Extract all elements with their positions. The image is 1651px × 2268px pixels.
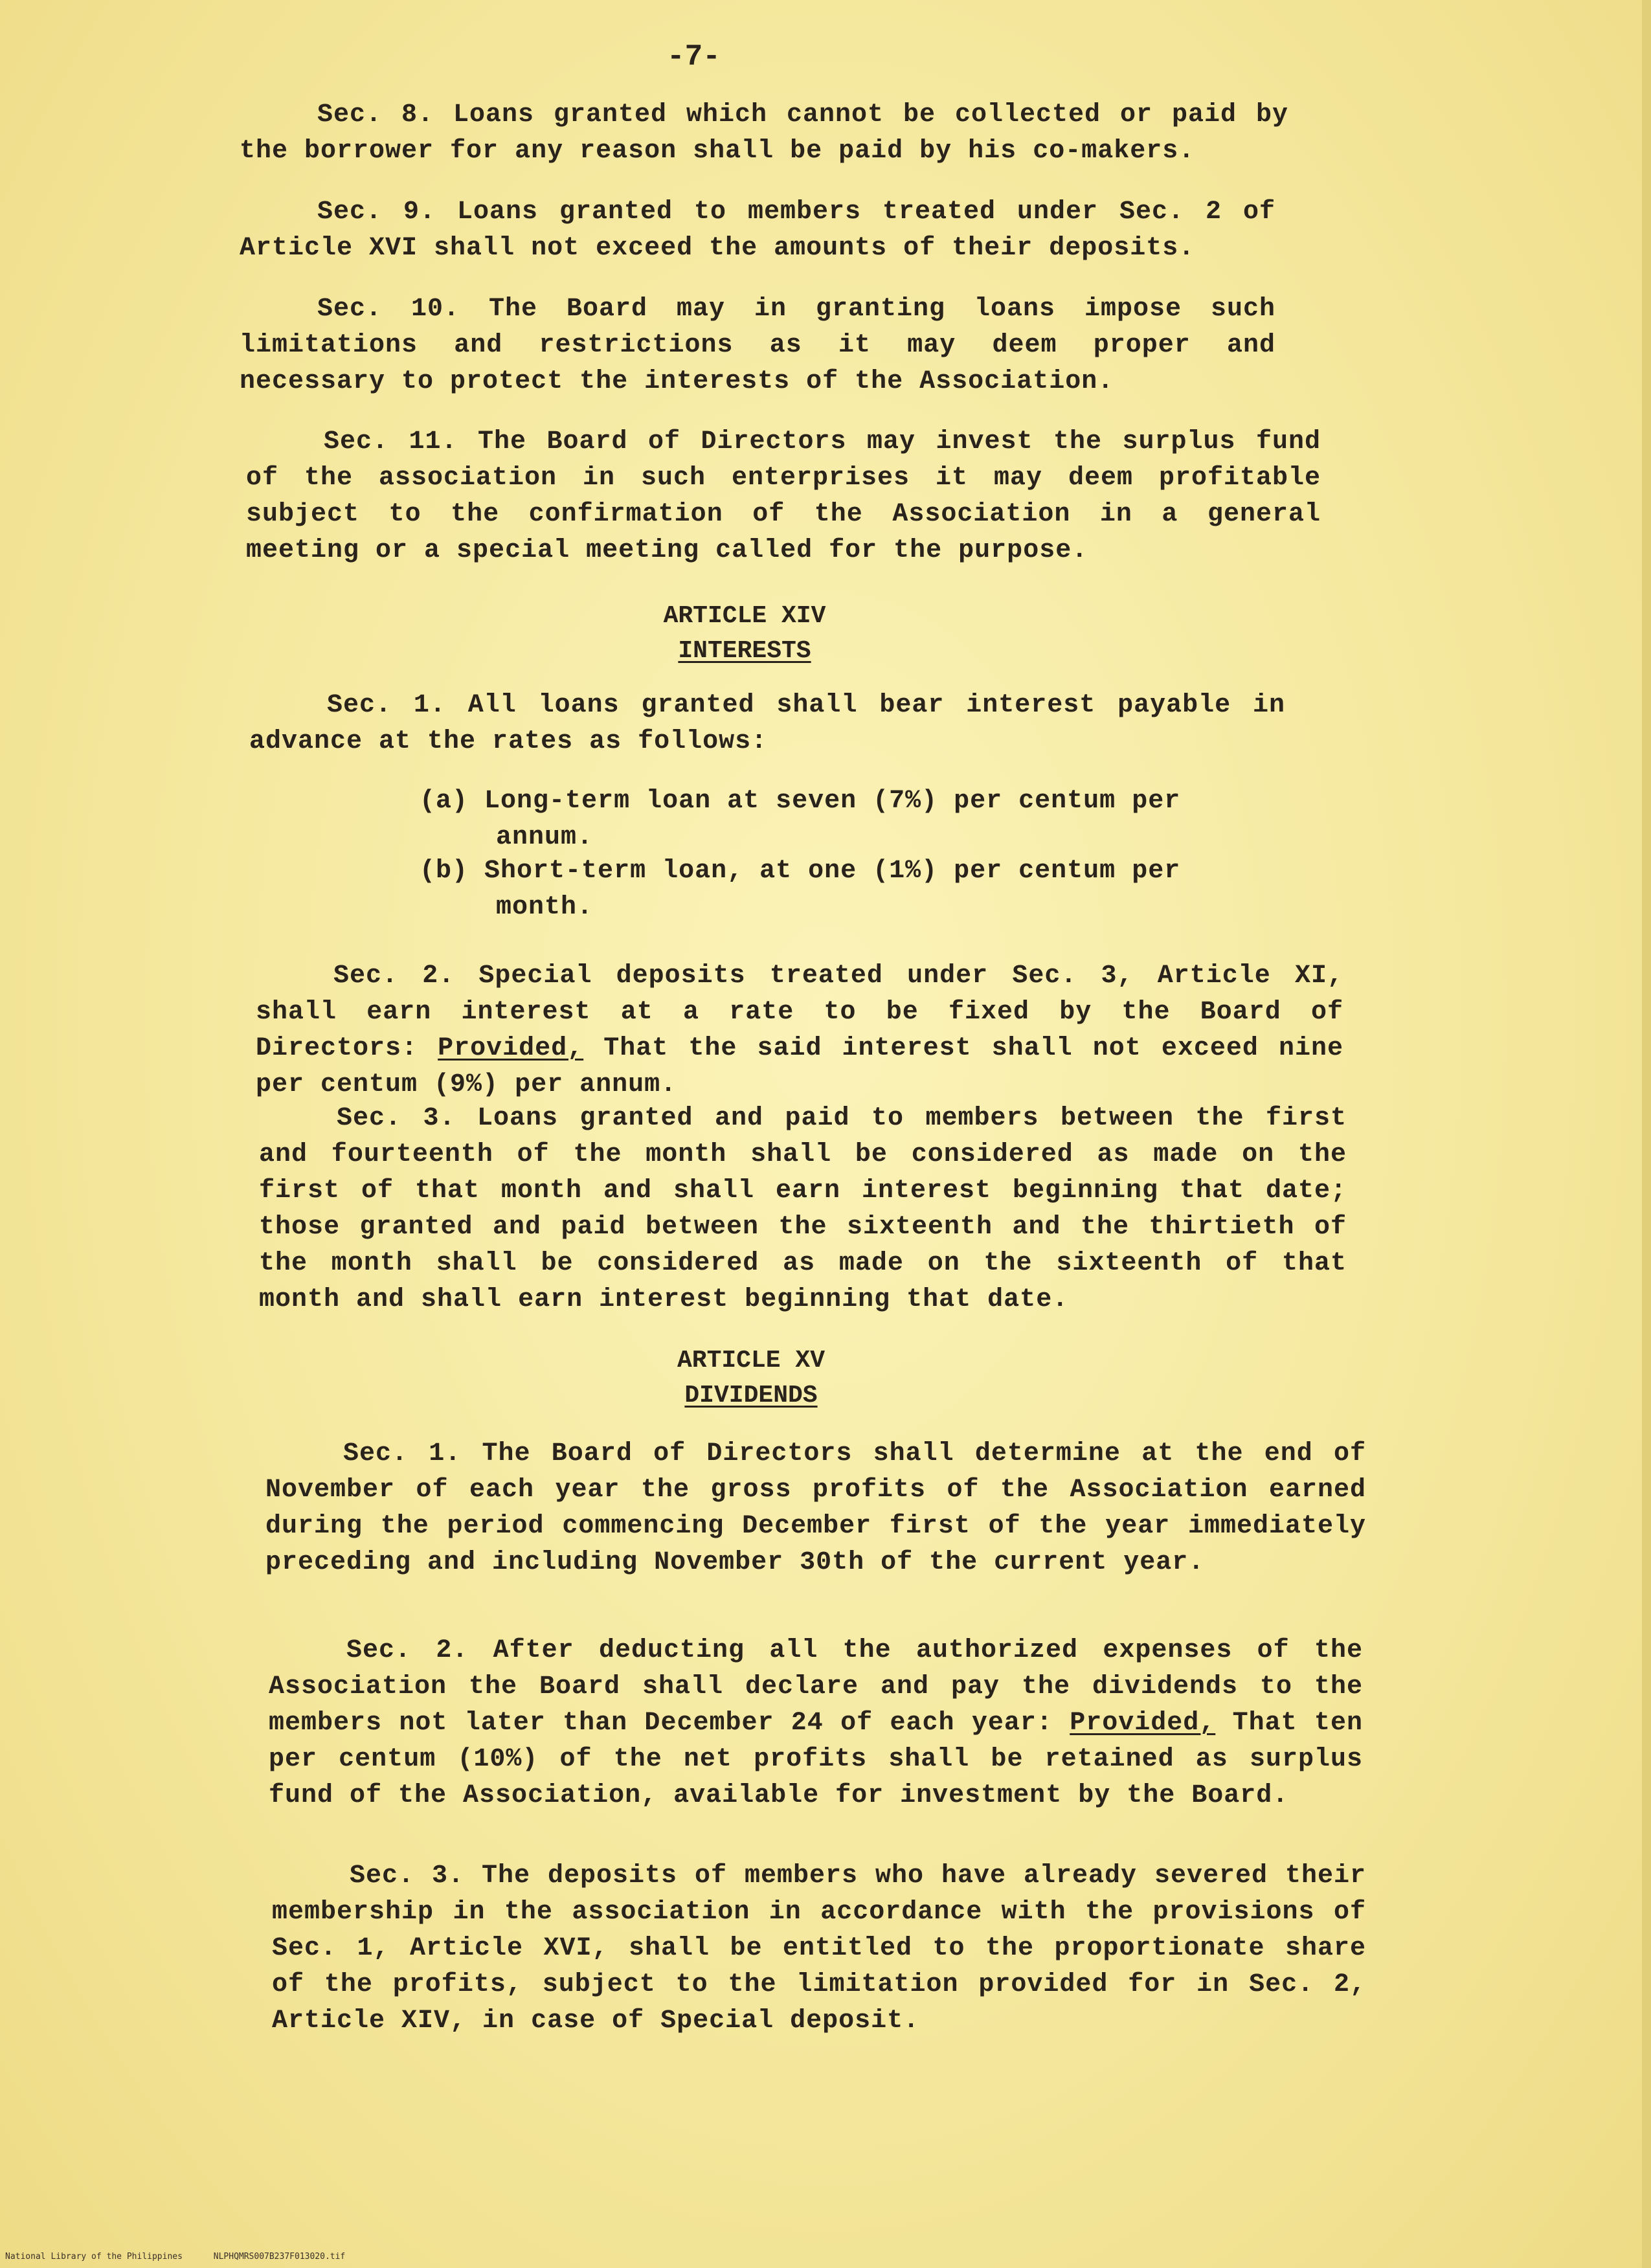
section-9-paragraph: Sec. 9. Loans granted to members treated under Sec. 2 of Article XVI shall not exceed the amounts of their deposits. bbox=[240, 197, 1275, 263]
section-10-paragraph: Sec. 10. The Board may in granting loans impose such limitations and restrictions as it may deem proper and necessary to protect the interests of the Association. bbox=[240, 295, 1275, 396]
archive-footer bbox=[5, 2252, 371, 2262]
article-15-section-3: Sec. 3. The deposits of members who have already severed their membership in the association in accordance with the provisions of Sec. 1, Article XVI, shall be entitled to the proportionate share of the profits, subject to the limitation provided for in Sec. 2, Article XIV, in case of Special deposit. bbox=[272, 1861, 1366, 2036]
sec2-text-after: That the said interest shall not exceed nine per centum (9%) per annum. bbox=[256, 1034, 1343, 1099]
article-14-section-3: Sec. 3. Loans granted and paid to members between the first and fourteenth of the month shall be considered as made on the first of that month and shall earn interest beginning that date; those granted and paid between the sixteenth and the thirtieth of the month shall be considered as made on the sixteenth of that month and shall earn interest beginning that date. bbox=[259, 1104, 1347, 1314]
article-15-subtitle: DIVIDENDS bbox=[684, 1382, 818, 1409]
article-14-section-2 bbox=[256, 958, 1343, 1103]
interest-rate-item-b bbox=[420, 853, 1274, 926]
section-11-paragraph: Sec. 11. The Board of Directors may invest the surplus fund of the association in such enterprises it may deem profitable subject to the confirmation of the Association in a general meeting or a special meeting called for the purpose. bbox=[246, 427, 1321, 565]
item-b-label: (b) bbox=[420, 857, 469, 886]
item-a-continuation: annum. bbox=[496, 823, 594, 852]
section-8-paragraph: Sec. 8. Loans granted which cannot be collected or paid by the borrower for any reason shall be paid by his co-makers. bbox=[240, 100, 1288, 166]
sec2-dividends-proviso: Provided, bbox=[1070, 1709, 1216, 1738]
article-15-heading bbox=[589, 1343, 913, 1413]
item-b-continuation: month. bbox=[496, 893, 594, 922]
interest-rate-item-a bbox=[420, 783, 1274, 856]
sec2-proviso: Provided, bbox=[438, 1034, 584, 1063]
article-14-title: ARTICLE XIV bbox=[663, 602, 826, 630]
sec2-dividends-text-before: Sec. 2. After deducting all the authorized expenses of the Association the Board shall declare and pay the dividends to the members not later than December 24 of each year: bbox=[269, 1636, 1363, 1738]
article-14-heading bbox=[583, 599, 906, 669]
article-15-title: ARTICLE XV bbox=[677, 1347, 826, 1375]
sec2-dividends-text-after: That ten per centum (10%) of the net profits shall be retained as surplus fund of the Association, available for investment by the Board. bbox=[269, 1709, 1363, 1810]
sec2-text-before: Sec. 2. Special deposits treated under Sec. 3, Article XI, shall earn interest at a rate to be fixed by the Board of Directors: bbox=[256, 961, 1343, 1063]
footer-library: National Library of the Philippines bbox=[5, 2252, 183, 2262]
article-15-section-1: Sec. 1. The Board of Directors shall determine at the end of November of each year the gross profits of the Association earned during the period commencing December first of the year immediately preceding and including November 30th of the current year. bbox=[265, 1439, 1366, 1577]
article-15-section-2 bbox=[269, 1633, 1363, 1814]
item-a-text: Long-term loan at seven (7%) per centum per bbox=[484, 787, 1181, 816]
article-14-section-1: Sec. 1. All loans granted shall bear interest payable in advance at the rates as follows: bbox=[249, 691, 1285, 756]
footer-file: NLPHQMRS007B237F013020.tif bbox=[213, 2252, 346, 2262]
page-number: -7- bbox=[667, 40, 721, 74]
item-a-label: (a) bbox=[420, 787, 469, 816]
item-b-text: Short-term loan, at one (1%) per centum per bbox=[484, 857, 1181, 886]
page-edge bbox=[1642, 0, 1651, 2268]
article-14-subtitle: INTERESTS bbox=[678, 637, 811, 665]
